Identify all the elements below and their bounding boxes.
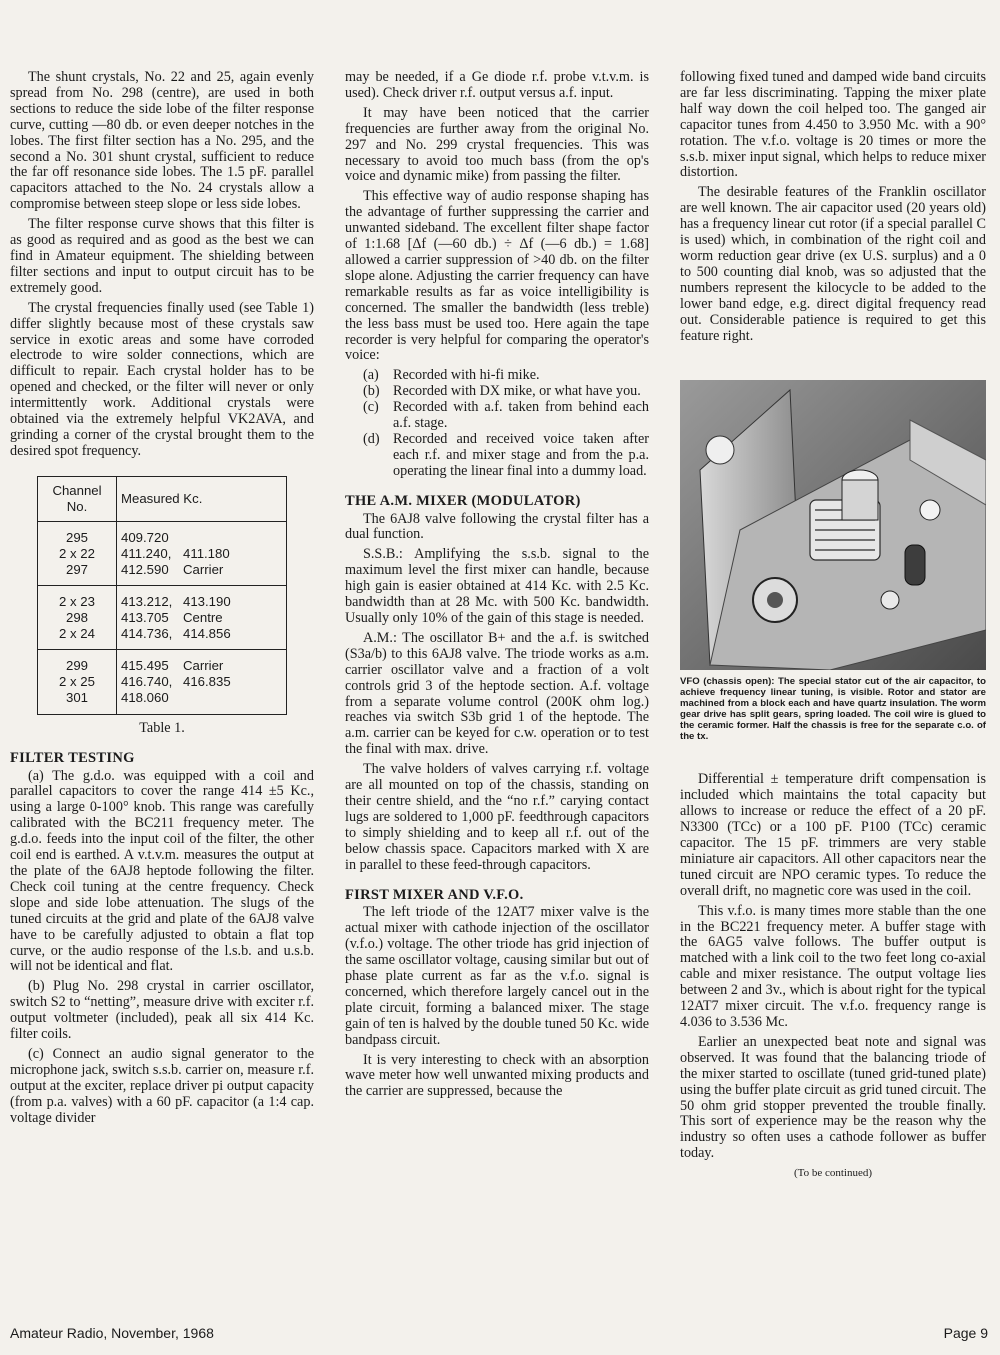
table-cell-channel: 2 x 24 [38, 626, 117, 650]
table-cell-channel: 2 x 25 [38, 674, 117, 690]
list-text: Recorded and received voice taken after each r.f. and mixer stage and from the p.a. operating the linear final into a dummy load. [393, 430, 649, 479]
paragraph: The filter response curve shows that this filter is as good as required and as good as the best we can find in Amateur equipment. The shielding between filter sections and input to output circuit has to be extremely good. [10, 216, 314, 296]
table-cell-note: Carrier [183, 561, 224, 577]
paragraph: It is very interesting to check with an absorption wave meter how well unwanted mixing products and the carrier are suppressed, because the [345, 1051, 649, 1100]
paragraph: The left triode of the 12AT7 mixer valve is the actual mixer with cathode injection of the oscillator (v.f.o.) voltage. The other triode has grid injection of the same oscillator voltage, causing similar but out of phase plate current as far as the v.f.o. signal is concerned, which therefore largely cancel out in the plate circuit, forming a balanced mixer. The stage gain of ten is halved by the double tuned 50 Kc. wide bandpass circuit. [345, 904, 649, 1048]
list-marker: (a) [363, 367, 379, 384]
footer-page-number: Page 9 [943, 1325, 988, 1341]
paragraph: The shunt crystals, No. 22 and 25, again evenly spread from No. 298 (centre), are used in both sections to reduce the side lobe of the filter response curve, cutting —80 db. or even deeper notches in the lobes. The first filter section has a No. 295, and the second a No. 301 shunt crystal, sufficient to reduce the far off resonance side lobes. The 1.5 pF. parallel capacitors attached to the No. 24 crystals allow a compromise between steep slope or less side lobes. [10, 69, 314, 213]
table-row [38, 626, 287, 650]
photo-caption: VFO (chassis open): The special stator cut of the air capacitor, to achieve frequency linear tuning, is visible. Rotor and stator are machined from a block each and have quartz insulation. The worm gear drive has split gears, spring loaded. The coil wire is glued to the ceramic former. Half the chassis is free for the separate c.o. of the tx. [680, 676, 986, 743]
table-header-channel: Channel No. [38, 476, 117, 521]
table-cell-note: 416.835 [183, 673, 231, 689]
list-item [345, 400, 649, 432]
table-cell-channel: 299 [38, 649, 117, 674]
to-be-continued: (To be continued) [793, 1167, 873, 1180]
table-cell-value: 418.060 [121, 689, 169, 705]
table-cell-note: 414.856 [183, 625, 231, 641]
paragraph: The 6AJ8 valve following the crystal filter has a dual function. [345, 510, 649, 543]
table-row [38, 562, 287, 586]
list-item [345, 432, 649, 480]
footer-publication: Amateur Radio, November, 1968 [10, 1325, 214, 1341]
paragraph: The crystal frequencies finally used (see Table 1) differ slightly because most of these crystals saw service in exotic areas and some have corroded electrode to wire solder connections, which are difficult to repair. Each crystal holder has to be opened and checked, or the filter will never or only intermittently work. Additional crystals were obtained via the extremely helpful VK2AVA, and grinding a corner of the crystal brought them to the desired spot frequency. [10, 299, 314, 459]
list-marker: (b) [363, 383, 380, 400]
table-cell-channel: 2 x 23 [38, 585, 117, 610]
table-row [38, 649, 287, 674]
table-cell-value: 415.495 [121, 657, 169, 673]
paragraph: It may have been noticed that the carrier frequencies are further away from the original No. 297 and No. 299 crystal frequencies. This was necessary to avoid too much bass (from the op's voice and dynamic mike) from passing the filter. [345, 104, 649, 185]
table-cell-channel: 301 [38, 690, 117, 715]
paragraph: Differential ± temperature drift compensation is included which maintains the total capacity but allows to increase or reduce the effect of a 20 pF. N3300 (TCc) or a 100 pF. P100 (TCc) ceramic capacitor. The 15 pF. trimmers are very stable miniature air capacitors. All other capacitors near the tuned circuit are NPO ceramic types. To reduce the overall drift, no magnetic core was used in the coil. [680, 771, 986, 899]
paragraph: (a) The g.d.o. was equipped with a coil and parallel capacitors to cover the range 414 ±5 Kc., using a large 0-100° knob. This range was carefully calibrated with the BC211 frequency meter. The g.d.o. feeds into the input coil of the filter, the other coil end is earthed. A v.t.v.m. measures the output at the plate of the 6AJ8 heptode following the filter. Check coil tuning at the centre frequency. Check slope and side lobe attenuation. The slugs of the tuned circuits at the grid and plate of the 6AJ8 valve have to be carefully adjusted to obtain a flat top curve, or the audio response of the l.s.b. and u.s.b. will not be identical and flat. [10, 767, 314, 975]
list-text: Recorded with hi-fi mike. [393, 367, 540, 384]
table-cell-note: Centre [183, 609, 223, 625]
table-row [38, 585, 287, 610]
list-text: Recorded with a.f. taken from behind each a.f. stage. [393, 399, 649, 432]
paragraph: S.S.B.: Amplifying the s.s.b. signal to the maximum level the first mixer can handle, because high gain is easier obtained at 414 Kc. with 2.5 Kc. bandwidth than at 28 Mc. with 500 Kc. bandwidth. Usually only 10% of the gain of this stage is needed. [345, 546, 649, 626]
table-cell-channel: 2 x 22 [38, 546, 117, 562]
table-cell-channel: 295 [38, 521, 117, 546]
table-header-measured: Measured Kc. [117, 476, 287, 521]
table-cell-value: 413.705 [121, 609, 169, 625]
paragraph: The desirable features of the Franklin oscillator are well known. The air capacitor used (20 years old) has a frequency linear cut rotor (if a special parallel C is used) which, in combination of the right coil and worm reduction gear drive (ex U.S. surplus) and a 0 to 500 counting dial knob, was so adjusted that the numbers represent the kilocycle to be added to the lower band edge, e.g. direct digital frequency read out. Considerable patience is required to get this feature right. [680, 184, 986, 344]
table-cell-channel: 297 [38, 562, 117, 586]
list-marker: (d) [363, 430, 380, 447]
table-row [38, 610, 287, 626]
table-cell-value: 409.720 [121, 529, 169, 545]
recording-list [345, 368, 649, 479]
list-text: Recorded with DX mike, or what have you. [393, 383, 641, 400]
table-cell-channel: 298 [38, 610, 117, 626]
section-heading: THE A.M. MIXER (MODULATOR) [345, 492, 581, 509]
paragraph: This v.f.o. is many times more stable than the one in the BC221 frequency meter. A buffer stage with the 6AG5 valve follows. The buffer output is matched with a link coil to the two feet long co-axial cable and mixer resistance. The output voltage lies between 2 and 3v., which is about right for the typical 12AT7 mixer circuit. The v.f.o. frequency range is 4.036 to 3.536 Mc. [680, 902, 986, 1030]
table-row [38, 546, 287, 562]
column-3 [680, 70, 986, 1182]
paragraph: (b) Plug No. 298 crystal in carrier oscillator, switch S2 to “netting”, measure drive with exciter r.f. output voltmeter (included), peak all six 414 Kc. filter coils. [10, 978, 314, 1043]
paragraph: The valve holders of valves carrying r.f. voltage are all mounted on top of the chassis, standing on their centre shield, and the “no r.f.” carying contact lugs are soldered to 1,000 pF. feedthrough capacitors to simply shielding and to keep all r.f. out of the below chassis space. Capacitors marked with X are in parallel to these feed-through capacitors. [345, 761, 649, 873]
table-cell-value: 414.736, [121, 625, 173, 641]
table-cell-note: 413.190 [183, 593, 231, 609]
paragraph: This effective way of audio response shaping has the advantage of further suppressing the carrier and unwanted sideband. The excellent filter shape factor of 1:1.68 [Δf (—60 db.) ÷ Δf (—6 db.) = 1.68] allowed a carrier suppression of >40 db. on the filter slope alone. Adjusting the carrier frequency can have remarkable results as far as voice intelligibility is concerned. The smaller the bandwidth (less treble) the less bass must be used too. Here again the tape recorder is very helpful for comparing the operator's voice: [345, 188, 649, 364]
table-cell-note: Carrier [183, 657, 224, 673]
table-caption: Table 1. [139, 719, 185, 736]
table-cell-note: 411.180 [183, 545, 230, 561]
list-item [345, 384, 649, 400]
paragraph: may be needed, if a Ge diode r.f. probe v.t.v.m. is used). Check driver r.f. output versus a.f. input. [345, 69, 649, 101]
column-1 [10, 70, 314, 1131]
table-cell-value: 413.212, [121, 593, 173, 609]
paragraph: A.M.: The oscillator B+ and the a.f. is switched (S3a/b) to this 6AJ8 valve. The triode works as a.m. carrier oscillator valve and a fraction of a volt controls grid 3 of the heptode section. A.f. voltage from a separate volume control (200K ohm log.) reaches via switch S3b grid 1 of the heptode. The a.m. carrier can be keyed for c.w. operation or to test the final with max. drive. [345, 629, 649, 758]
paragraph: Earlier an unexpected beat note and signal was observed. It was found that the balancing triode of the mixer started to oscillate (tuned grid-tuned plate) using the buffer plate circuit as grid tuned circuit. The 50 ohm grid stopper prevented the trouble finally. This sort of experience may be the reason why the industry so often uses a cathode follower as buffer today. [680, 1033, 986, 1162]
section-heading: FILTER TESTING [10, 749, 135, 766]
paragraph: following fixed tuned and damped wide band circuits are far less discriminating. Tapping the mixer plate half way down the coil helped too. The ganged air capacitor tunes from 4.450 to 3.950 Mc. with a 90° rotation. The v.f.o. voltage is 20 times or more the s.s.b. mixer input signal, which helps to reduce mixer distortion. [680, 69, 986, 181]
list-item [345, 368, 649, 384]
vfo-chassis-photo [680, 380, 986, 670]
table-row [38, 674, 287, 690]
list-marker: (c) [363, 399, 379, 416]
section-heading: FIRST MIXER AND V.F.O. [345, 886, 524, 903]
crystal-frequency-table [37, 476, 287, 715]
table-row [38, 690, 287, 715]
table-cell-value: 416.740, [121, 673, 173, 689]
table-cell-value: 412.590 [121, 561, 169, 577]
paragraph: (c) Connect an audio signal generator to the microphone jack, switch s.s.b. carrier on, measure r.f. output at the exciter, replace driver pi output capacity (from p.a. valves) with a 60 pF. capacitor (a 1:4 cap. voltage divider [10, 1045, 314, 1126]
table-row [38, 521, 287, 546]
table-cell-value: 411.240, [121, 545, 172, 561]
column-2 [345, 70, 649, 1104]
